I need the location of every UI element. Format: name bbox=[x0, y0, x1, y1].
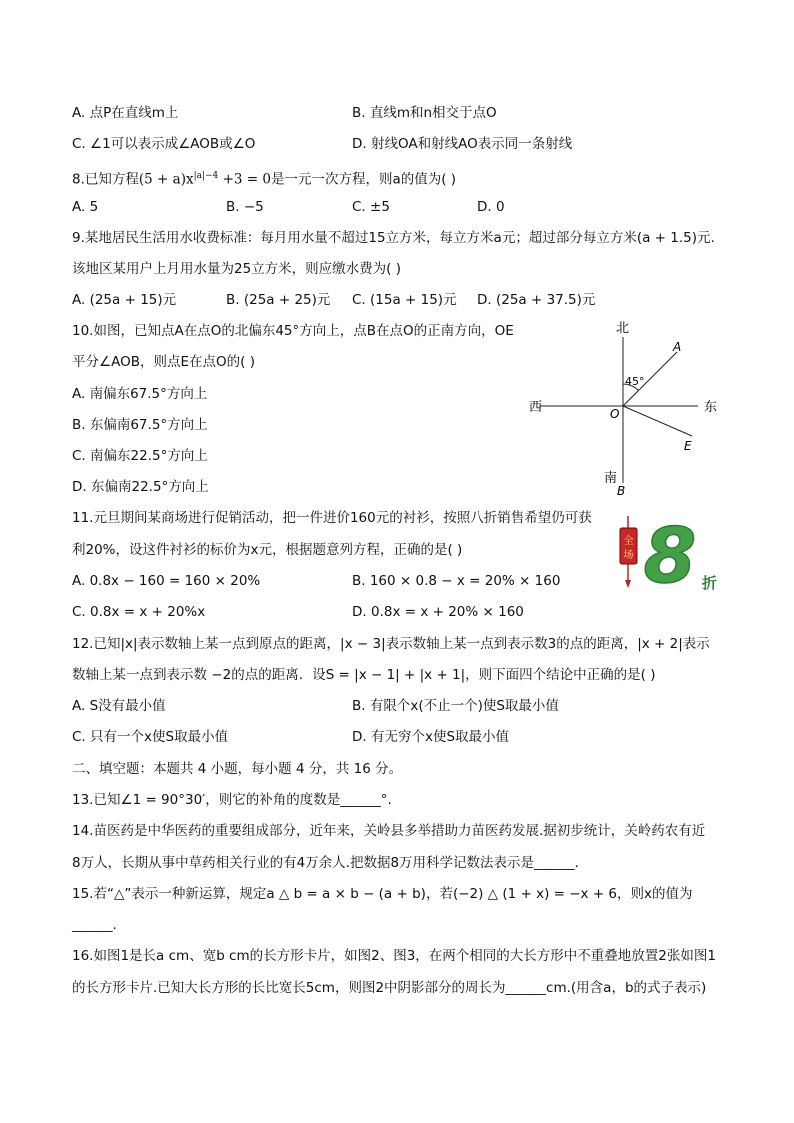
q9-line-1: 9.某地居民生活用水收费标准：每月用水量不超过15立方米，每立方米a元；超过部分每立方米(a + 1.5)元. bbox=[72, 230, 715, 246]
q9-line-2: 该地区某用户上月用水量为25立方米，则应缴水费为( ) bbox=[72, 261, 402, 277]
q11-option-b: B. 160 × 0.8 − x = 20% × 160 bbox=[352, 573, 561, 589]
label-west: 西 bbox=[529, 400, 543, 415]
q11-option-a: A. 0.8x − 160 = 160 × 20% bbox=[72, 573, 261, 589]
direction-figure bbox=[520, 315, 730, 505]
label-east: 东 bbox=[704, 400, 718, 415]
q7-option-a: A. 点P在直线m上 bbox=[72, 105, 179, 121]
discount-badge bbox=[612, 516, 724, 592]
q14-line-1: 14.苗医药是中华医药的重要组成部分，近年来，关岭县多举措助力苗医药发展.据初步统计，关岭药农有近 bbox=[72, 823, 706, 839]
q12-option-d: D. 有无穷个x使S取最小值 bbox=[352, 729, 510, 745]
q11-option-c: C. 0.8x = x + 20%x bbox=[72, 604, 206, 620]
badge-tag-char-2: 场 bbox=[623, 550, 634, 561]
q9-option-a: A. (25a + 15)元 bbox=[72, 292, 177, 308]
badge-number: 8 bbox=[643, 516, 697, 592]
label-point-a: A bbox=[673, 340, 682, 354]
badge-arrow bbox=[625, 580, 631, 588]
q13-line-1: 13.已知∠1 = 90°30′，则它的补角的度数是______°. bbox=[72, 792, 392, 808]
badge-suffix: 折 bbox=[702, 574, 718, 592]
label-south: 南 bbox=[604, 471, 618, 486]
q10-option-d: D. 东偏南22.5°方向上 bbox=[72, 479, 209, 495]
q8-equation: (5 + a)x bbox=[138, 171, 194, 188]
q12-line-2: 数轴上某一点到表示数 −2的点的距离．设S = |x − 1| + |x + 1|，则下面四个结论中正确的是( ) bbox=[72, 667, 656, 683]
q12-option-a: A. S没有最小值 bbox=[72, 698, 166, 714]
q14-line-2: 8万人，长期从事中草药相关行业的有4万余人.把数据8万用科学记数法表示是______. bbox=[72, 855, 579, 871]
q12-option-c: C. 只有一个x使S取最小值 bbox=[72, 729, 229, 745]
label-point-o: O bbox=[610, 407, 620, 421]
ray-oe bbox=[623, 406, 692, 436]
q8-exponent: |a|−4 bbox=[193, 171, 219, 181]
q8-stem bbox=[72, 167, 456, 189]
q12-option-b: B. 有限个x(不止一个)使S取最小值 bbox=[352, 698, 559, 714]
q15-line-1: 15.若“△”表示一种新运算，规定a △ b = a × b − (a + b)，若(−2) △ (1 + x) = −x + 6，则x的值为 bbox=[72, 886, 693, 902]
q12-line-1: 12.已知|x|表示数轴上某一点到原点的距离，|x − 3|表示数轴上某一点到表示数3的点的距离，|x + 2|表示 bbox=[72, 636, 710, 652]
q9-option-b: B. (25a + 25)元 bbox=[226, 292, 331, 308]
q11-line-1: 11.元旦期间某商场进行促销活动，把一件进价160元的衬衫，按照八折销售希望仍可获 bbox=[72, 510, 592, 526]
q16-line-1: 16.如图1是长a cm、宽b cm的长方形卡片，如图2、图3，在两个相同的大长方形中不重叠地放置2张如图1 bbox=[72, 948, 716, 964]
q10-line-1: 10.如图，已知点A在点O的北偏东45°方向上，点B在点O的正南方向，OE bbox=[72, 323, 514, 339]
q8-option-a: A. 5 bbox=[72, 199, 99, 215]
q8-stem-pre: 8.已知方程 bbox=[72, 171, 139, 188]
q7-option-c: C. ∠1可以表示成∠AOB或∠O bbox=[72, 136, 256, 152]
section-heading: 二、填空题：本题共 4 小题，每小题 4 分，共 16 分。 bbox=[72, 761, 403, 777]
q16-line-2: 的长方形卡片.已知大长方形的长比宽长5cm，则图2中阴影部分的周长为______cm.(用含a，b的式子表示) bbox=[72, 980, 707, 996]
q10-option-b: B. 东偏南67.5°方向上 bbox=[72, 417, 208, 433]
q8-option-d: D. 0 bbox=[477, 199, 505, 215]
q11-line-2: 利20%，设这件衬衫的标价为x元，根据题意列方程，正确的是( ) bbox=[72, 542, 463, 558]
q10-option-a: A. 南偏东67.5°方向上 bbox=[72, 386, 208, 402]
label-point-e: E bbox=[684, 439, 692, 453]
q9-option-d: D. (25a + 37.5)元 bbox=[477, 292, 596, 308]
q15-line-2: ______. bbox=[72, 917, 117, 933]
q8-stem-post: 是一元一次方程，则a的值为( ) bbox=[270, 171, 457, 188]
label-north: 北 bbox=[616, 321, 630, 336]
q9-option-c: C. (15a + 15)元 bbox=[352, 292, 457, 308]
q10-line-2: 平分∠AOB，则点E在点O的( ) bbox=[72, 354, 255, 370]
label-point-b: B bbox=[617, 484, 626, 498]
label-angle: 45° bbox=[625, 375, 645, 388]
q8-option-c: C. ±5 bbox=[352, 199, 390, 215]
q8-option-b: B. −5 bbox=[226, 199, 264, 215]
q7-option-b: B. 直线m和n相交于点O bbox=[352, 105, 497, 121]
q11-option-d: D. 0.8x = x + 20% × 160 bbox=[352, 604, 524, 620]
q7-option-d: D. 射线OA和射线AO表示同一条射线 bbox=[352, 136, 573, 152]
q8-equation-tail: +3 = 0 bbox=[218, 171, 271, 188]
badge-tag-char-1: 全 bbox=[623, 536, 634, 547]
q10-option-c: C. 南偏东22.5°方向上 bbox=[72, 448, 208, 464]
